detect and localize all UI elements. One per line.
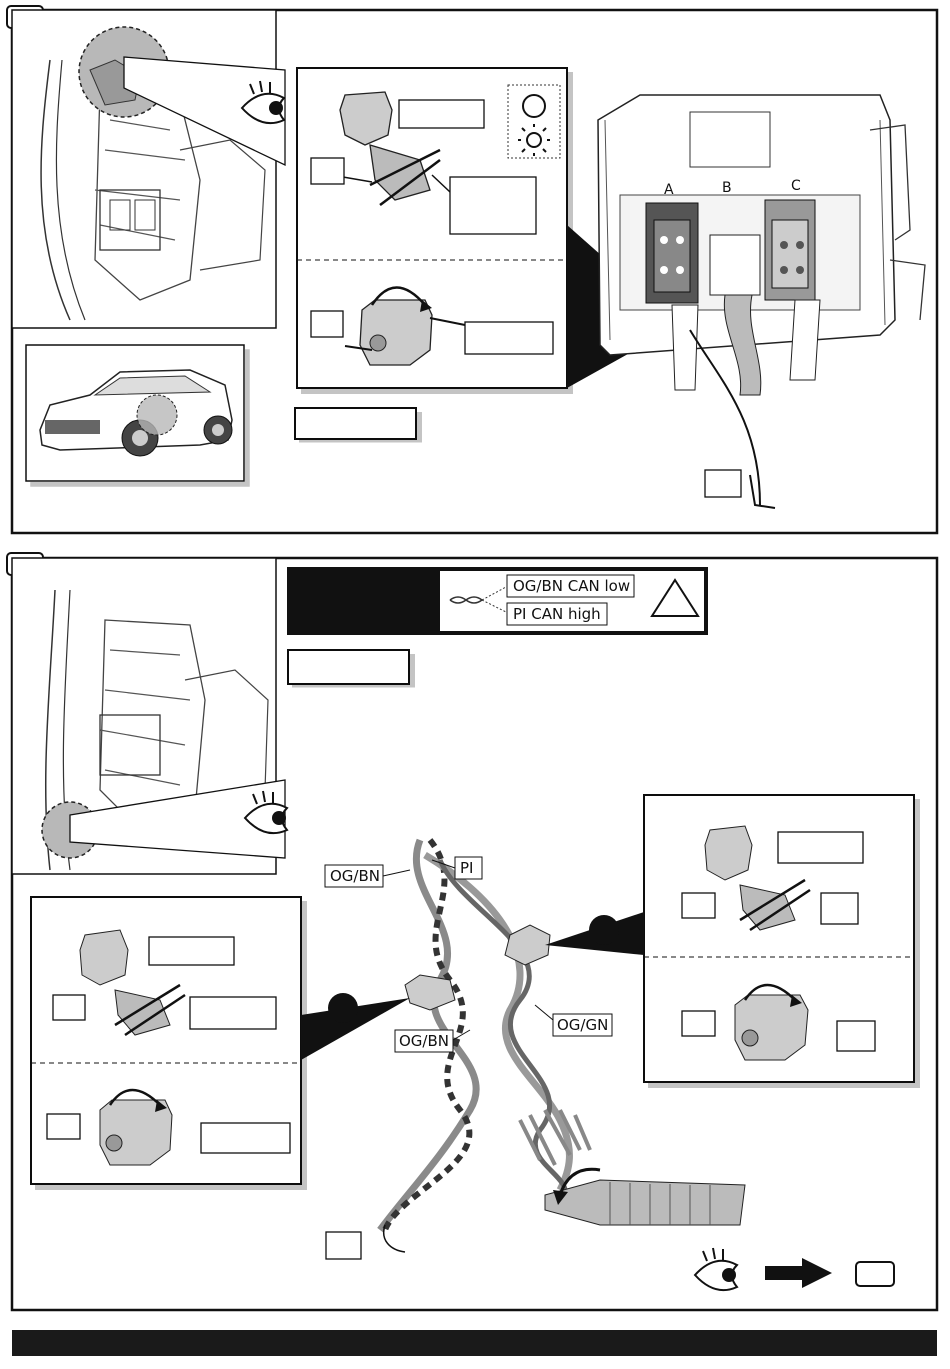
top-panel bbox=[7, 6, 937, 533]
connector-label-a: A bbox=[664, 182, 674, 198]
lamp-icon bbox=[508, 85, 560, 158]
control-unit bbox=[598, 95, 925, 508]
wire-label-og-gn bbox=[535, 1005, 612, 1036]
callout-box bbox=[47, 1114, 80, 1139]
callout-box bbox=[311, 311, 343, 337]
eye-icon bbox=[695, 1248, 737, 1290]
legend-can-low: OG/BN CAN low bbox=[513, 577, 631, 595]
arrow-right-icon bbox=[765, 1258, 832, 1288]
callout-box bbox=[53, 995, 85, 1020]
callout-box bbox=[201, 1123, 290, 1153]
callout-box bbox=[821, 893, 858, 924]
wire-label-og-bn-top bbox=[325, 865, 410, 887]
connector-b bbox=[710, 235, 760, 295]
bottom-panel bbox=[7, 553, 937, 1310]
label-box bbox=[288, 650, 409, 684]
svg-text:PI: PI bbox=[460, 859, 474, 877]
callout-box bbox=[465, 322, 553, 354]
detail-inset-top bbox=[297, 68, 567, 388]
car-overview bbox=[26, 345, 244, 481]
marker-dot bbox=[328, 993, 358, 1023]
callout-box bbox=[149, 937, 234, 965]
callout-box bbox=[837, 1021, 875, 1051]
detail-inset-right bbox=[644, 795, 914, 1082]
callout-box bbox=[705, 470, 741, 497]
callout-box bbox=[450, 177, 536, 234]
callout-box bbox=[682, 1011, 715, 1036]
callout-box bbox=[399, 100, 484, 128]
callout-box bbox=[682, 893, 715, 918]
callout-box bbox=[778, 832, 863, 863]
legend-can-high: PI CAN high bbox=[513, 605, 601, 623]
footer-bar bbox=[12, 1330, 937, 1356]
connector-label-b: B bbox=[722, 180, 732, 196]
callout-box bbox=[190, 997, 276, 1029]
detail-inset-left bbox=[31, 897, 301, 1184]
next-step-box bbox=[856, 1262, 894, 1286]
label-box bbox=[295, 408, 416, 439]
callout-box bbox=[326, 1232, 361, 1259]
svg-text:OG/BN: OG/BN bbox=[399, 1032, 449, 1050]
connector-label-c: C bbox=[791, 178, 801, 194]
wire-legend bbox=[288, 568, 707, 634]
interior-view-top bbox=[12, 10, 276, 328]
marker-dot bbox=[589, 915, 619, 945]
callout-box bbox=[311, 158, 344, 184]
svg-text:OG/BN: OG/BN bbox=[330, 867, 380, 885]
svg-text:OG/GN: OG/GN bbox=[557, 1016, 609, 1034]
